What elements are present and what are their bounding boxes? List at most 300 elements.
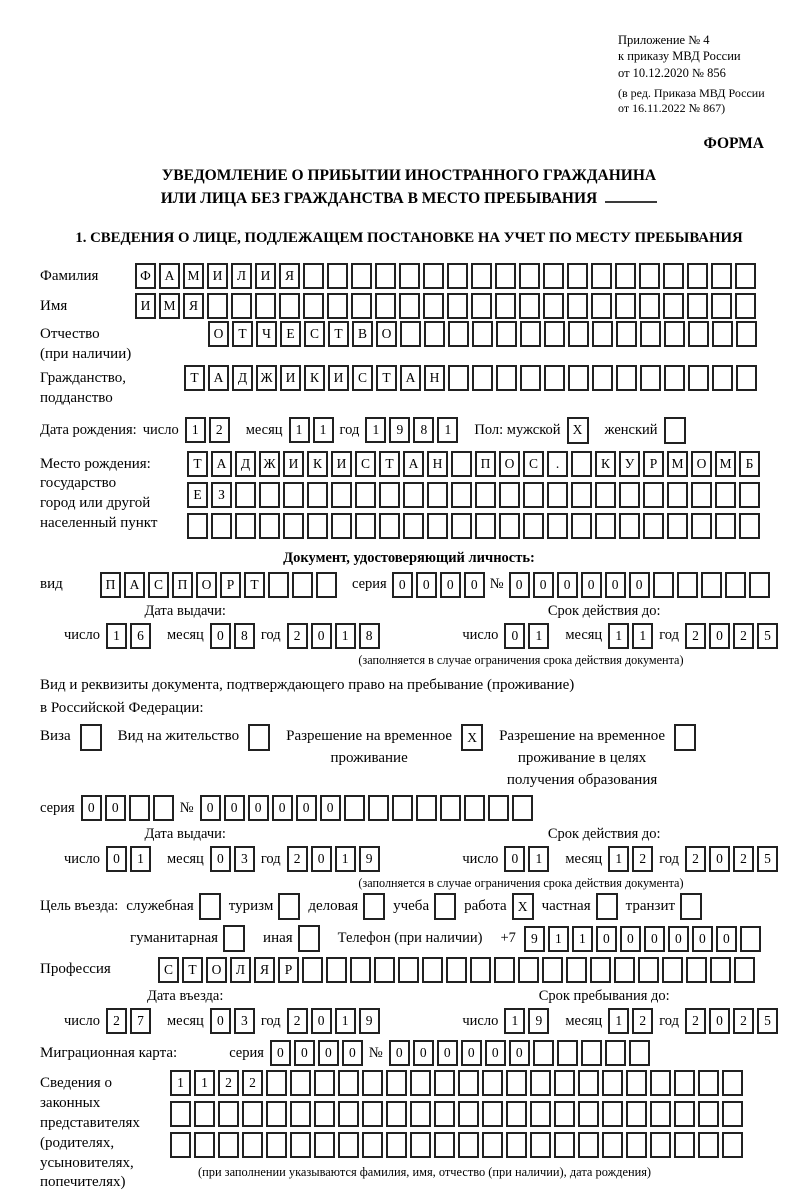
char-cell[interactable]: И [135,293,156,319]
char-cell[interactable] [736,365,757,391]
char-cell[interactable] [338,1070,359,1096]
char-cell[interactable] [616,365,637,391]
char-cell[interactable]: К [595,451,616,477]
char-cell[interactable]: 0 [294,1040,315,1066]
char-cell[interactable] [592,365,613,391]
char-cell[interactable] [591,293,612,319]
char-cell[interactable] [386,1070,407,1096]
char-cell[interactable]: 1 [335,1008,356,1034]
char-cell[interactable]: 5 [757,1008,778,1034]
char-cell[interactable]: Т [184,365,205,391]
char-cell[interactable]: 1 [130,846,151,872]
char-cell[interactable] [520,365,541,391]
char-cell[interactable]: 0 [270,1040,291,1066]
char-cell[interactable] [650,1070,671,1096]
char-cell[interactable] [543,293,564,319]
char-cell[interactable]: М [183,263,204,289]
char-cell[interactable]: 0 [437,1040,458,1066]
char-cell[interactable] [451,482,472,508]
tranzit-checkbox[interactable] [680,893,702,920]
char-cell[interactable] [614,957,635,983]
char-cell[interactable]: 1 [335,846,356,872]
char-cell[interactable] [691,513,712,539]
char-cell[interactable] [650,1101,671,1127]
char-cell[interactable] [170,1132,191,1158]
char-cell[interactable] [231,293,252,319]
char-cell[interactable] [338,1101,359,1127]
char-cell[interactable] [292,572,313,598]
char-cell[interactable]: 2 [733,1008,754,1034]
char-cell[interactable]: И [207,263,228,289]
char-cell[interactable] [725,572,746,598]
char-cell[interactable] [519,293,540,319]
char-cell[interactable] [448,321,469,347]
char-cell[interactable] [557,1040,578,1066]
char-cell[interactable] [187,513,208,539]
char-cell[interactable]: Е [187,482,208,508]
char-cell[interactable]: 2 [733,623,754,649]
char-cell[interactable]: П [475,451,496,477]
char-cell[interactable]: 0 [106,846,127,872]
char-cell[interactable]: Р [278,957,299,983]
char-cell[interactable] [523,513,544,539]
char-cell[interactable]: О [196,572,217,598]
char-cell[interactable]: 2 [685,1008,706,1034]
char-cell[interactable] [448,365,469,391]
char-cell[interactable] [547,482,568,508]
char-cell[interactable] [427,513,448,539]
char-cell[interactable] [283,482,304,508]
char-cell[interactable]: 9 [389,417,410,443]
char-cell[interactable] [499,513,520,539]
char-cell[interactable]: Л [230,957,251,983]
char-cell[interactable] [667,482,688,508]
char-cell[interactable] [595,513,616,539]
char-cell[interactable]: О [499,451,520,477]
char-cell[interactable] [344,795,365,821]
char-cell[interactable] [416,795,437,821]
char-cell[interactable] [542,957,563,983]
char-cell[interactable]: 0 [413,1040,434,1066]
char-cell[interactable] [640,365,661,391]
char-cell[interactable] [488,795,509,821]
char-cell[interactable]: И [255,263,276,289]
char-cell[interactable]: 2 [287,1008,308,1034]
char-cell[interactable] [722,1101,743,1127]
char-cell[interactable]: Д [232,365,253,391]
char-cell[interactable]: 0 [311,846,332,872]
char-cell[interactable] [434,1070,455,1096]
char-cell[interactable] [568,321,589,347]
char-cell[interactable] [307,513,328,539]
char-cell[interactable]: А [400,365,421,391]
char-cell[interactable] [482,1101,503,1127]
char-cell[interactable]: Н [427,451,448,477]
char-cell[interactable] [440,795,461,821]
char-cell[interactable] [451,451,472,477]
char-cell[interactable]: С [352,365,373,391]
char-cell[interactable] [495,293,516,319]
char-cell[interactable] [626,1132,647,1158]
char-cell[interactable] [338,1132,359,1158]
char-cell[interactable] [355,482,376,508]
char-cell[interactable] [698,1101,719,1127]
char-cell[interactable] [547,513,568,539]
char-cell[interactable] [400,321,421,347]
char-cell[interactable] [427,482,448,508]
char-cell[interactable] [602,1070,623,1096]
char-cell[interactable]: А [124,572,145,598]
char-cell[interactable] [571,513,592,539]
char-cell[interactable] [259,513,280,539]
char-cell[interactable]: 0 [596,926,617,952]
char-cell[interactable] [375,293,396,319]
char-cell[interactable] [629,1040,650,1066]
char-cell[interactable]: 3 [234,1008,255,1034]
char-cell[interactable] [326,957,347,983]
char-cell[interactable] [554,1132,575,1158]
char-cell[interactable] [615,263,636,289]
char-cell[interactable] [350,957,371,983]
char-cell[interactable] [615,293,636,319]
char-cell[interactable]: Т [244,572,265,598]
char-cell[interactable]: 0 [389,1040,410,1066]
char-cell[interactable]: Ж [259,451,280,477]
char-cell[interactable]: М [159,293,180,319]
char-cell[interactable] [581,1040,602,1066]
char-cell[interactable] [446,957,467,983]
char-cell[interactable] [355,513,376,539]
char-cell[interactable] [674,1132,695,1158]
char-cell[interactable] [715,513,736,539]
char-cell[interactable] [211,513,232,539]
char-cell[interactable] [471,263,492,289]
char-cell[interactable] [686,957,707,983]
char-cell[interactable]: 0 [692,926,713,952]
char-cell[interactable] [327,263,348,289]
char-cell[interactable]: 1 [313,417,334,443]
char-cell[interactable]: 0 [296,795,317,821]
char-cell[interactable] [566,957,587,983]
char-cell[interactable]: 0 [210,846,231,872]
char-cell[interactable]: 1 [608,846,629,872]
char-cell[interactable]: 0 [509,1040,530,1066]
char-cell[interactable] [653,572,674,598]
char-cell[interactable] [423,263,444,289]
char-cell[interactable]: 1 [335,623,356,649]
char-cell[interactable] [710,957,731,983]
char-cell[interactable] [578,1101,599,1127]
char-cell[interactable]: 0 [224,795,245,821]
char-cell[interactable] [533,1040,554,1066]
char-cell[interactable] [530,1070,551,1096]
char-cell[interactable] [170,1101,191,1127]
temporary-residence-education-checkbox[interactable] [674,724,696,751]
char-cell[interactable] [302,957,323,983]
char-cell[interactable] [290,1132,311,1158]
char-cell[interactable]: 9 [359,1008,380,1034]
char-cell[interactable] [194,1132,215,1158]
char-cell[interactable] [506,1070,527,1096]
char-cell[interactable] [554,1101,575,1127]
char-cell[interactable]: В [352,321,373,347]
char-cell[interactable] [472,321,493,347]
char-cell[interactable] [255,293,276,319]
char-cell[interactable]: 1 [608,1008,629,1034]
char-cell[interactable]: 1 [170,1070,191,1096]
char-cell[interactable] [619,513,640,539]
char-cell[interactable] [351,293,372,319]
char-cell[interactable]: 2 [733,846,754,872]
char-cell[interactable]: 0 [342,1040,363,1066]
char-cell[interactable] [235,513,256,539]
char-cell[interactable]: 2 [632,846,653,872]
char-cell[interactable]: 0 [533,572,554,598]
char-cell[interactable]: Т [379,451,400,477]
char-cell[interactable]: 0 [605,572,626,598]
char-cell[interactable] [379,482,400,508]
char-cell[interactable] [259,482,280,508]
char-cell[interactable]: 9 [359,846,380,872]
char-cell[interactable]: О [691,451,712,477]
char-cell[interactable] [578,1132,599,1158]
char-cell[interactable] [451,513,472,539]
char-cell[interactable] [691,482,712,508]
char-cell[interactable] [506,1132,527,1158]
char-cell[interactable] [523,482,544,508]
char-cell[interactable] [471,293,492,319]
char-cell[interactable] [520,321,541,347]
char-cell[interactable] [434,1132,455,1158]
char-cell[interactable] [399,293,420,319]
char-cell[interactable] [602,1101,623,1127]
char-cell[interactable] [740,926,761,952]
char-cell[interactable] [662,957,683,983]
char-cell[interactable]: 9 [528,1008,549,1034]
char-cell[interactable] [279,293,300,319]
char-cell[interactable]: 2 [685,846,706,872]
chastnaya-checkbox[interactable] [596,893,618,920]
char-cell[interactable]: 0 [629,572,650,598]
char-cell[interactable] [410,1101,431,1127]
char-cell[interactable]: Т [376,365,397,391]
char-cell[interactable] [667,513,688,539]
char-cell[interactable]: 0 [392,572,413,598]
char-cell[interactable] [303,263,324,289]
char-cell[interactable]: 8 [359,623,380,649]
char-cell[interactable] [590,957,611,983]
char-cell[interactable]: Т [328,321,349,347]
char-cell[interactable] [571,451,592,477]
char-cell[interactable]: 0 [416,572,437,598]
char-cell[interactable] [722,1070,743,1096]
char-cell[interactable] [362,1132,383,1158]
char-cell[interactable] [464,795,485,821]
char-cell[interactable]: Е [280,321,301,347]
char-cell[interactable] [687,263,708,289]
char-cell[interactable] [331,513,352,539]
char-cell[interactable] [266,1101,287,1127]
char-cell[interactable]: З [211,482,232,508]
char-cell[interactable]: 1 [289,417,310,443]
char-cell[interactable] [434,1101,455,1127]
temporary-residence-checkbox[interactable]: X [461,724,483,751]
char-cell[interactable]: 0 [272,795,293,821]
char-cell[interactable] [544,365,565,391]
char-cell[interactable] [698,1070,719,1096]
char-cell[interactable] [749,572,770,598]
char-cell[interactable] [242,1101,263,1127]
char-cell[interactable]: Я [279,263,300,289]
char-cell[interactable]: 2 [685,623,706,649]
char-cell[interactable] [496,321,517,347]
char-cell[interactable] [554,1070,575,1096]
char-cell[interactable]: А [211,451,232,477]
char-cell[interactable]: 1 [528,846,549,872]
visa-checkbox[interactable] [80,724,102,751]
char-cell[interactable]: 0 [668,926,689,952]
char-cell[interactable]: Б [739,451,760,477]
char-cell[interactable]: Т [232,321,253,347]
char-cell[interactable] [218,1132,239,1158]
char-cell[interactable] [153,795,174,821]
char-cell[interactable] [207,293,228,319]
char-cell[interactable] [475,482,496,508]
char-cell[interactable] [605,1040,626,1066]
char-cell[interactable]: С [355,451,376,477]
char-cell[interactable]: 0 [200,795,221,821]
char-cell[interactable]: И [283,451,304,477]
char-cell[interactable] [643,513,664,539]
char-cell[interactable] [664,321,685,347]
char-cell[interactable] [307,482,328,508]
char-cell[interactable] [626,1070,647,1096]
char-cell[interactable]: 0 [485,1040,506,1066]
char-cell[interactable]: 2 [209,417,230,443]
inaya-checkbox[interactable] [298,925,320,952]
char-cell[interactable]: Р [643,451,664,477]
char-cell[interactable]: 1 [185,417,206,443]
char-cell[interactable]: 0 [504,623,525,649]
char-cell[interactable] [266,1132,287,1158]
char-cell[interactable] [512,795,533,821]
char-cell[interactable]: 0 [464,572,485,598]
char-cell[interactable] [458,1070,479,1096]
char-cell[interactable] [677,572,698,598]
char-cell[interactable] [375,263,396,289]
char-cell[interactable]: П [172,572,193,598]
char-cell[interactable]: Ч [256,321,277,347]
char-cell[interactable]: 2 [287,846,308,872]
char-cell[interactable] [424,321,445,347]
char-cell[interactable] [314,1070,335,1096]
char-cell[interactable]: 0 [311,1008,332,1034]
male-checkbox[interactable]: X [567,417,589,444]
char-cell[interactable] [316,572,337,598]
char-cell[interactable]: 8 [234,623,255,649]
char-cell[interactable] [410,1070,431,1096]
char-cell[interactable] [712,365,733,391]
turizm-checkbox[interactable] [278,893,300,920]
char-cell[interactable]: 0 [716,926,737,952]
char-cell[interactable]: М [715,451,736,477]
char-cell[interactable] [242,1132,263,1158]
char-cell[interactable] [403,513,424,539]
char-cell[interactable]: 2 [218,1070,239,1096]
char-cell[interactable] [458,1101,479,1127]
ucheba-checkbox[interactable] [434,893,456,920]
rabota-checkbox[interactable]: X [512,893,534,920]
char-cell[interactable]: А [159,263,180,289]
char-cell[interactable] [735,293,756,319]
char-cell[interactable] [362,1070,383,1096]
char-cell[interactable] [398,957,419,983]
char-cell[interactable]: К [307,451,328,477]
char-cell[interactable] [268,572,289,598]
char-cell[interactable]: 0 [709,623,730,649]
char-cell[interactable]: 0 [581,572,602,598]
char-cell[interactable] [619,482,640,508]
char-cell[interactable]: Ж [256,365,277,391]
sluzhebnaya-checkbox[interactable] [199,893,221,920]
char-cell[interactable]: 3 [234,846,255,872]
char-cell[interactable] [314,1101,335,1127]
char-cell[interactable] [674,1070,695,1096]
char-cell[interactable] [663,263,684,289]
char-cell[interactable] [640,321,661,347]
char-cell[interactable]: 1 [437,417,458,443]
char-cell[interactable] [571,482,592,508]
char-cell[interactable]: 0 [320,795,341,821]
char-cell[interactable] [327,293,348,319]
char-cell[interactable]: Р [220,572,241,598]
char-cell[interactable] [711,263,732,289]
char-cell[interactable]: 1 [548,926,569,952]
char-cell[interactable] [266,1070,287,1096]
char-cell[interactable] [595,482,616,508]
char-cell[interactable]: П [100,572,121,598]
char-cell[interactable] [194,1101,215,1127]
char-cell[interactable] [331,482,352,508]
char-cell[interactable] [518,957,539,983]
char-cell[interactable]: 0 [318,1040,339,1066]
char-cell[interactable] [735,263,756,289]
char-cell[interactable]: 1 [608,623,629,649]
char-cell[interactable] [663,293,684,319]
char-cell[interactable] [639,263,660,289]
char-cell[interactable]: 0 [709,1008,730,1034]
char-cell[interactable]: Я [254,957,275,983]
char-cell[interactable] [567,293,588,319]
char-cell[interactable] [664,365,685,391]
female-checkbox[interactable] [664,417,686,444]
char-cell[interactable]: 1 [572,926,593,952]
char-cell[interactable]: 1 [194,1070,215,1096]
char-cell[interactable] [423,293,444,319]
char-cell[interactable]: Н [424,365,445,391]
char-cell[interactable] [362,1101,383,1127]
char-cell[interactable] [472,365,493,391]
char-cell[interactable] [482,1132,503,1158]
char-cell[interactable] [499,482,520,508]
char-cell[interactable]: Т [182,957,203,983]
char-cell[interactable]: 5 [757,623,778,649]
char-cell[interactable]: 0 [311,623,332,649]
char-cell[interactable]: У [619,451,640,477]
char-cell[interactable] [639,293,660,319]
char-cell[interactable]: 0 [509,572,530,598]
char-cell[interactable]: С [304,321,325,347]
